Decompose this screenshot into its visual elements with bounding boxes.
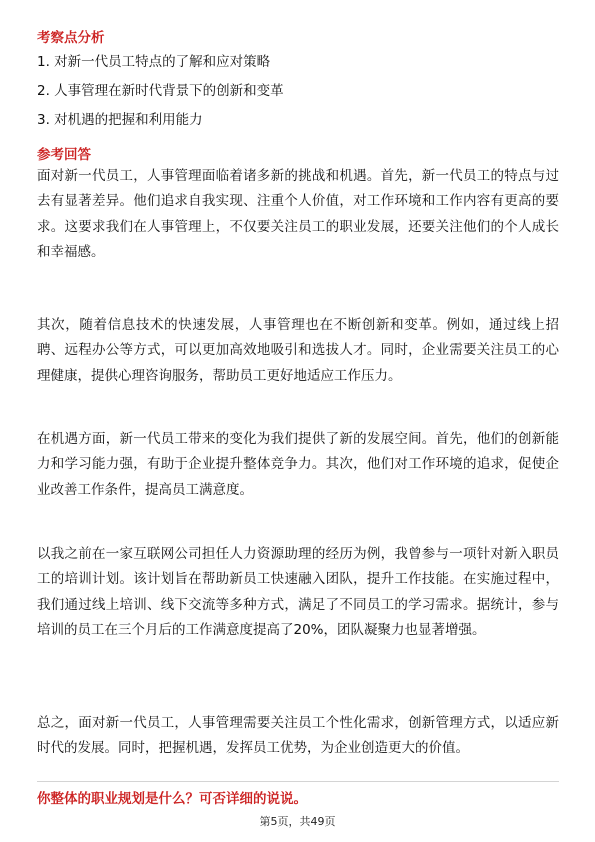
- answer-paragraph: 其次，随着信息技术的快速发展，人事管理也在不断创新和变革。例如，通过线上招聘、远程办公等方式，可以更加高效地吸引和选拔人才。同时，企业需要关注员工的心理健康，提供心理咨询服务，帮助员工更好地适应工作压力。: [37, 317, 559, 384]
- answer-heading: 参考回答: [37, 147, 91, 163]
- answer-paragraph: 在机遇方面，新一代员工带来的变化为我们提供了新的发展空间。首先，他们的创新能力和学习能力强，有助于企业提升整体竞争力。其次，他们对工作环境的追求，促使企业改善工作条件，提高员工满意度。: [37, 431, 559, 498]
- exam-points-heading: 考察点分析: [37, 30, 105, 46]
- exam-point-item: 3. 对机遇的把握和利用能力: [37, 112, 203, 128]
- answer-paragraph: 以我之前在一家互联网公司担任人力资源助理的经历为例，我曾参与一项针对新入职员工的培训计划。该计划旨在帮助新员工快速融入团队，提升工作技能。在实施过程中，我们通过线上培训、线下交流等多种方式，满足了不同员工的学习需求。据统计，参与培训的员工在三个月后的工作满意度提高了20%，团队凝聚力也显著增强。: [37, 546, 559, 639]
- section-divider: [37, 781, 559, 782]
- answer-paragraph: 面对新一代员工，人事管理面临着诸多新的挑战和机遇。首先，新一代员工的特点与过去有显著差异。他们追求自我实现、注重个人价值，对工作环境和工作内容有更高的要求。这要求我们在人事管理上，不仅要关注员工的职业发展，还要关注他们的个人成长和幸福感。: [37, 168, 559, 261]
- exam-point-item: 1. 对新一代员工特点的了解和应对策略: [37, 54, 271, 70]
- exam-point-item: 2. 人事管理在新时代背景下的创新和变革: [37, 83, 284, 99]
- next-question: 你整体的职业规划是什么？可否详细的说说。: [37, 791, 307, 807]
- page-number: 第5页，共49页: [259, 815, 336, 828]
- answer-paragraph: 总之，面对新一代员工，人事管理需要关注员工个性化需求，创新管理方式，以适应新时代的发展。同时，把握机遇，发挥员工优势，为企业创造更大的价值。: [37, 715, 559, 757]
